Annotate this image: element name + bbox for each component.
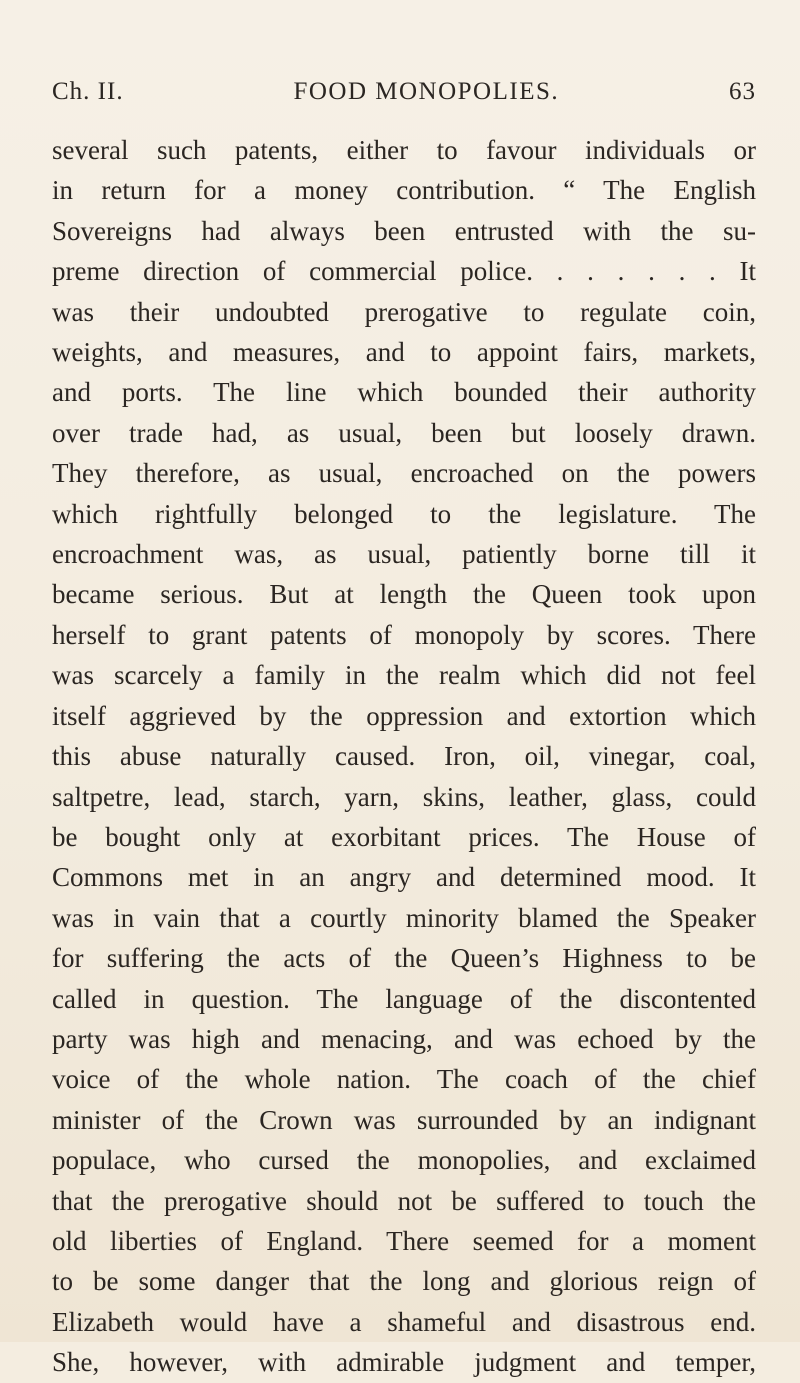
- text-line: weights, and measures, and to appoint fairs, markets,: [52, 337, 756, 368]
- text-line: was their undoubted prerogative to regulate coin,: [52, 296, 756, 327]
- chapter-label: Ch. II.: [52, 78, 124, 105]
- text-line: in return for a money contribution. “ The English: [52, 175, 756, 206]
- text-line: which rightfully belonged to the legislature. The: [52, 498, 756, 529]
- text-line: that the prerogative should not be suffered to touch the: [52, 1185, 756, 1216]
- text-line: was in vain that a courtly minority blamed the Speaker: [52, 902, 756, 933]
- text-line: several such patents, either to favour individuals or: [52, 135, 756, 165]
- text-line: saltpetre, lead, starch, yarn, skins, leather, glass, could: [52, 781, 756, 812]
- text-line: for suffering the acts of the Queen’s Highness to be: [52, 943, 756, 974]
- text-line: party was high and menacing, and was echoed by the: [52, 1023, 756, 1054]
- page-number: 63: [728, 78, 756, 105]
- body-text: [52, 130, 756, 1383]
- text-line: called in question. The language of the discontented: [52, 983, 756, 1014]
- text-line: Commons met in an angry and determined mood. It: [52, 862, 756, 893]
- text-line: old liberties of England. There seemed for a moment: [52, 1225, 756, 1256]
- text-line: and ports. The line which bounded their authority: [52, 377, 756, 408]
- text-line: was scarcely a family in the realm which did not feel: [52, 660, 756, 691]
- text-line: herself to grant patents of monopoly by scores. There: [52, 619, 756, 650]
- text-line: encroachment was, as usual, patiently borne till it: [52, 539, 756, 570]
- text-line: She, however, with admirable judgment and temper,: [52, 1347, 756, 1378]
- text-line: voice of the whole nation. The coach of the chief: [52, 1064, 756, 1095]
- text-line: itself aggrieved by the oppression and extortion which: [52, 700, 756, 731]
- text-line: Sovereigns had always been entrusted with the su-: [52, 215, 756, 246]
- text-line: minister of the Crown was surrounded by an indignant: [52, 1104, 756, 1135]
- text-line: over trade had, as usual, been but loosely drawn.: [52, 417, 756, 448]
- running-head: [52, 78, 756, 112]
- text-line: to be some danger that the long and glorious reign of: [52, 1266, 756, 1297]
- text-line: became serious. But at length the Queen took upon: [52, 579, 756, 610]
- text-line: populace, who cursed the monopolies, and exclaimed: [52, 1145, 756, 1176]
- text-line: Elizabeth would have a shameful and disastrous end.: [52, 1306, 756, 1337]
- text-line: preme direction of commercial police. . . . . . . It: [52, 256, 756, 287]
- text-line: be bought only at exorbitant prices. The House of: [52, 821, 756, 852]
- text-line: They therefore, as usual, encroached on the powers: [52, 458, 756, 489]
- chapter-title: FOOD MONOPOLIES.: [293, 78, 560, 105]
- text-line: this abuse naturally caused. Iron, oil, vinegar, coal,: [52, 741, 756, 772]
